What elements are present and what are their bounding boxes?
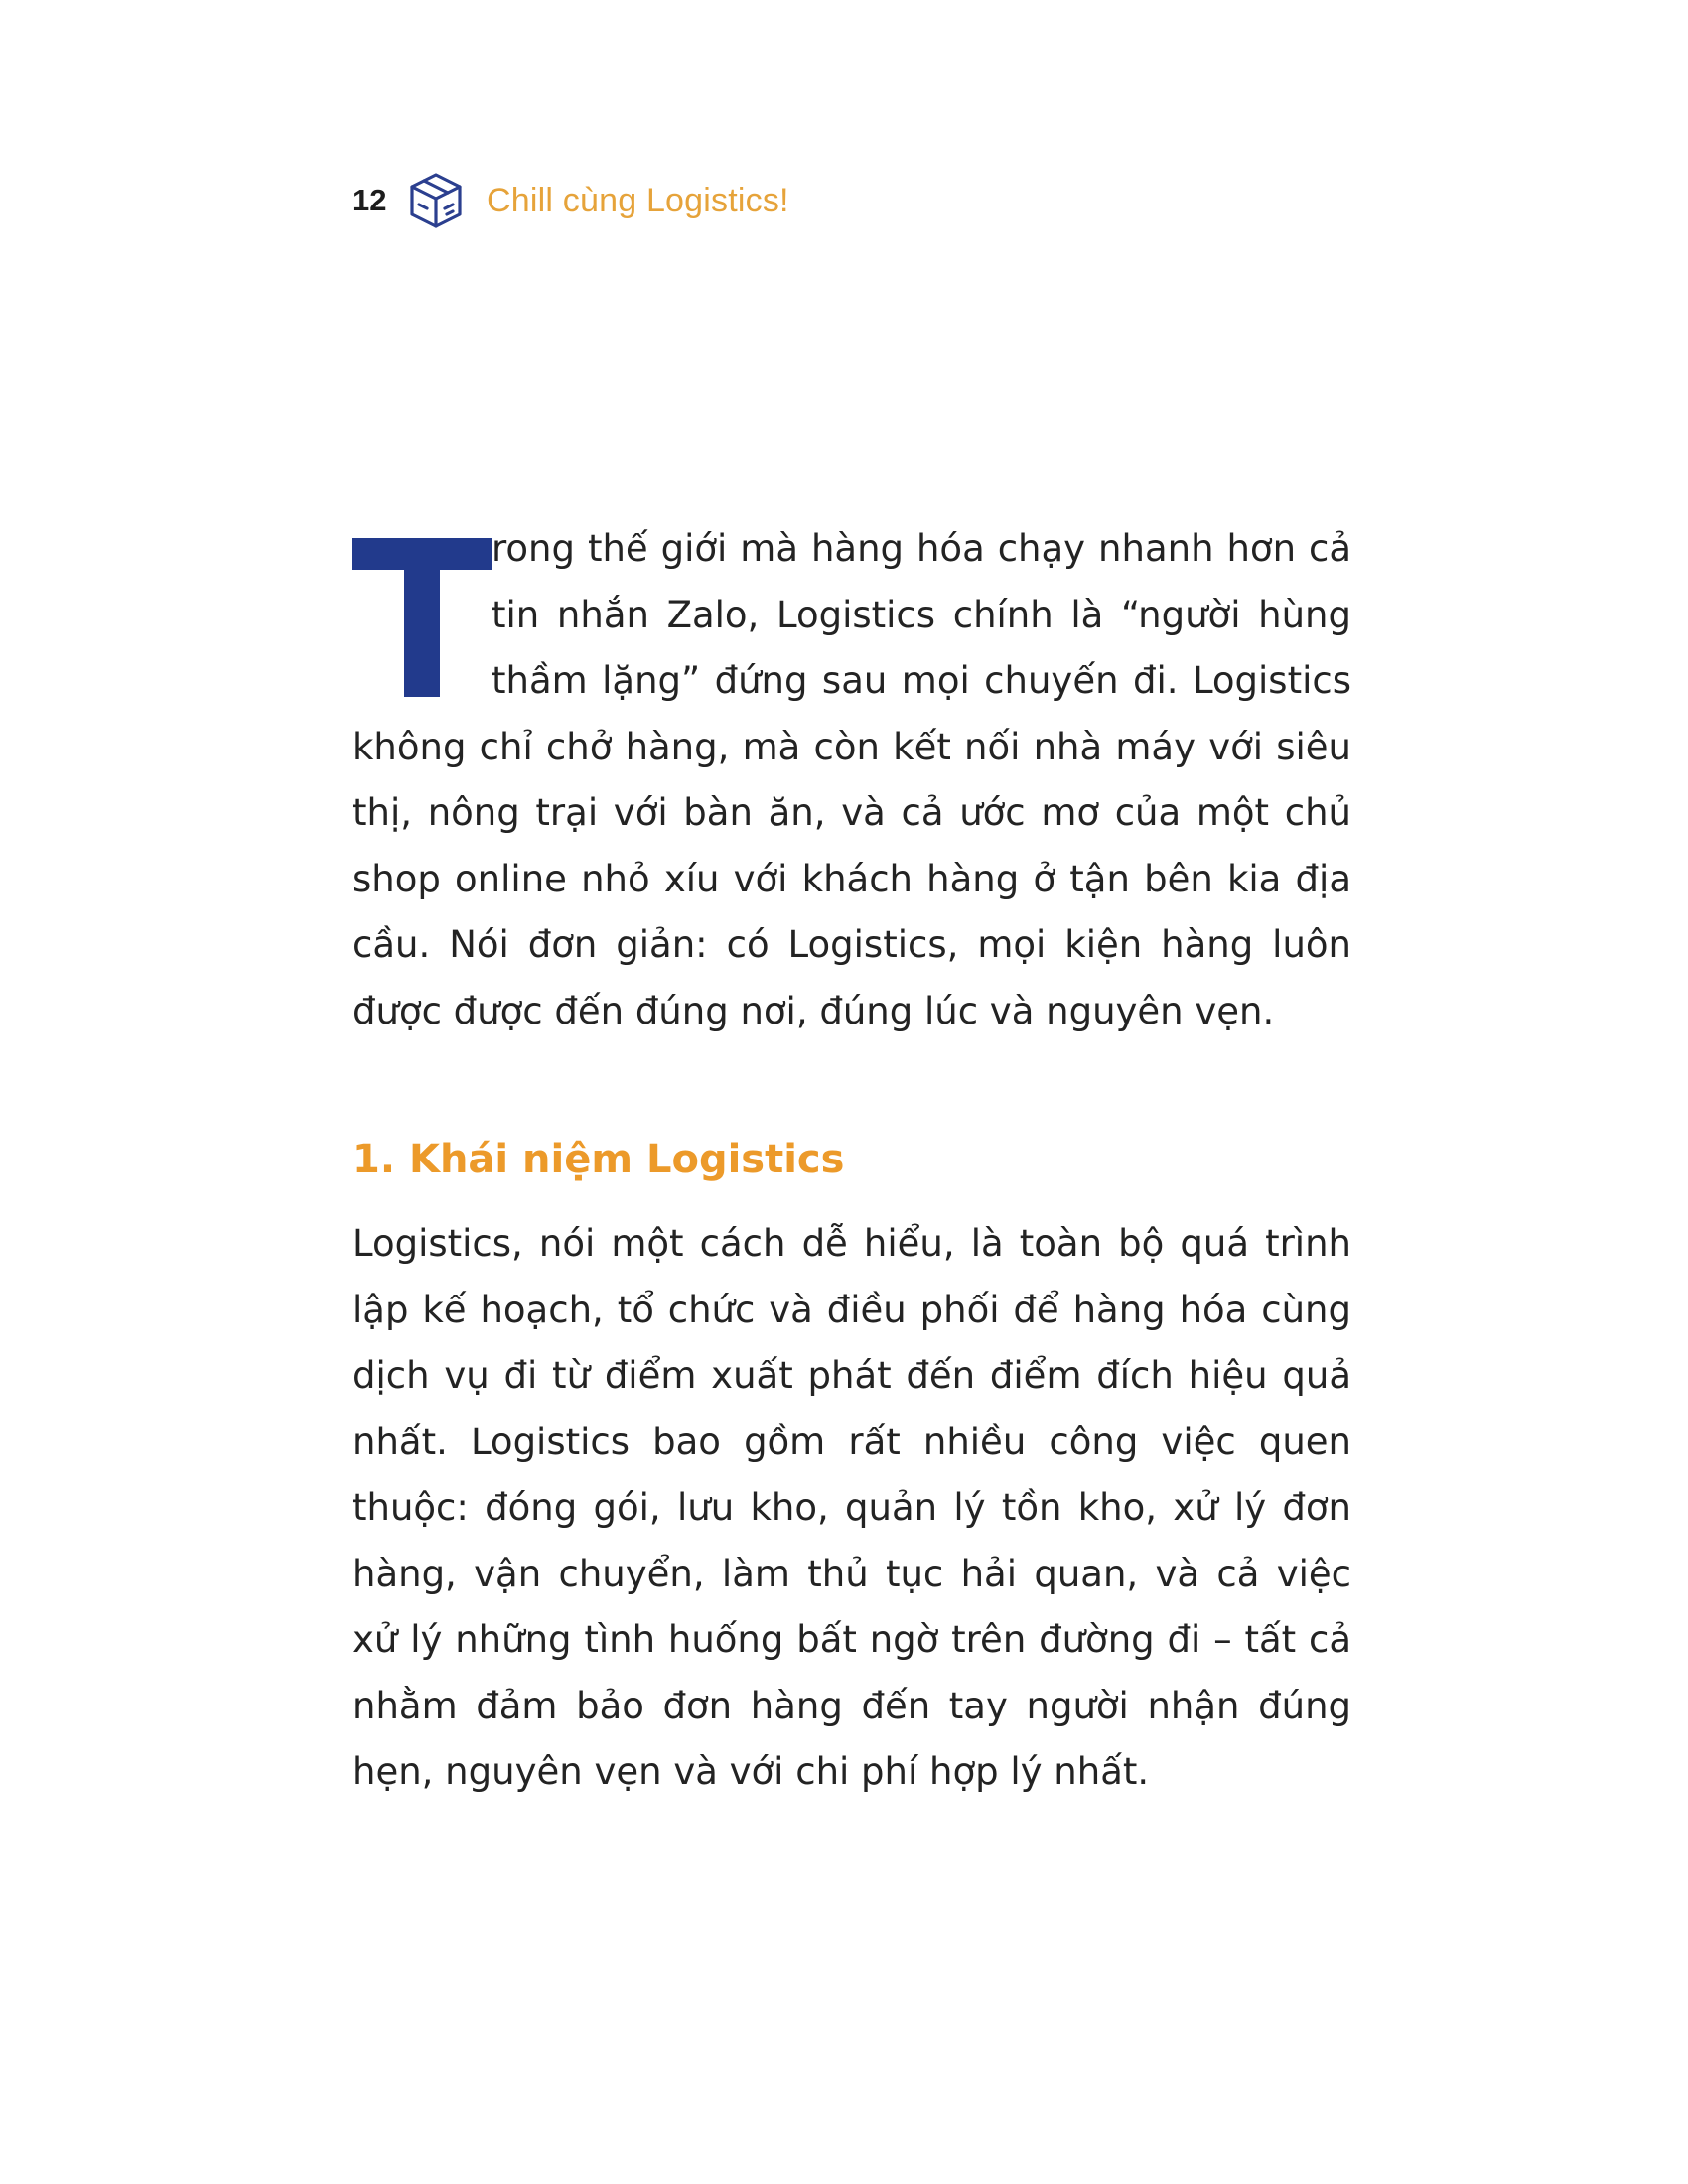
section-body: Logistics, nói một cách dễ hiểu, là toàn bộ quá trình lập kế hoạch, tổ chức và điều phối để hàng hóa cùng dịch vụ đi từ điểm xuất phát đến điểm đích hiệu quả nhất. Logistics bao gồm rất nhiều công việc quen thuộc: đóng gói, lưu kho, quản lý tồn kho, xử lý đơn hàng, vận chuyển, làm thủ tục hải quan, và cả việc xử lý những tình huống bất ngờ trên đường đi – tất cả nhằm đảm bảo đơn hàng đến tay người nhận đúng hẹn, nguyên vẹn và với chi phí hợp lý nhất. — [352, 1222, 1351, 1793]
running-title: Chill cùng Logistics! — [487, 181, 789, 219]
drop-cap-letter — [352, 697, 353, 698]
main-content — [352, 516, 1351, 1806]
package-box-icon — [407, 171, 465, 230]
page-header — [352, 171, 789, 230]
intro-text: rong thế giới mà hàng hóa chạy nhanh hơn cả tin nhắn Zalo, Logistics chính là “người hùng thầm lặng” đứng sau mọi chuyến đi. Logistics không chỉ chở hàng, mà còn kết nối nhà máy với siêu thị, nông trại với bàn ăn, và cả ước mơ của một chủ shop online nhỏ xíu với khách hàng ở tận bên kia địa cầu. Nói đơn giản: có Logistics, mọi kiện hàng luôn được được đến đúng nơi, đúng lúc và nguyên vẹn. — [352, 527, 1351, 1032]
intro-paragraph — [352, 516, 1351, 1044]
section-heading: 1. Khái niệm Logistics — [352, 1137, 845, 1182]
drop-cap — [352, 538, 492, 697]
page-number: 12 — [352, 183, 387, 217]
